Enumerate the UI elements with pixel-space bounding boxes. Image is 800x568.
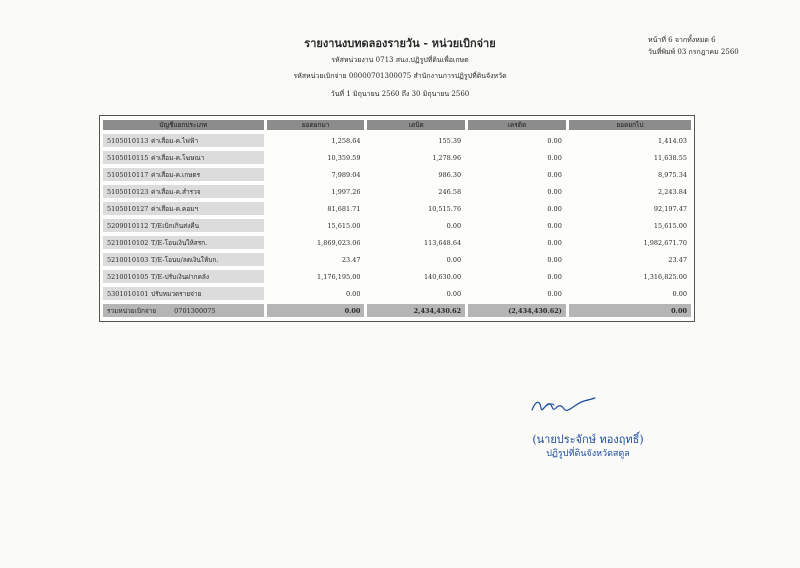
credit-cell: 0.00 [547,204,562,213]
debit-cell: 0.00 [446,255,462,264]
account-code: 5105010127 [107,204,149,213]
table-row [103,236,691,249]
account-cell [103,168,264,181]
brought-forward-cell: 7,989.04 [331,170,361,179]
account-code: 5105010113 [107,136,149,145]
account-cell [103,219,264,232]
handwritten-signature [508,392,648,420]
brought-forward-cell: 0.00 [345,289,361,298]
carried-forward-cell: 1,414.03 [658,136,687,145]
carried-forward-cell: 0.00 [672,289,687,298]
carried-forward-cell: 1,316,825.00 [643,272,687,281]
trial-balance-table [99,115,695,322]
brought-forward-cell: 10,359.59 [327,153,361,162]
table-row [103,202,691,215]
brought-forward-cell: 1,176,195.00 [317,272,361,281]
account-name: ปรับหมวดรายจ่าย [151,289,202,298]
print-date: วันที่พิมพ์ 03 กรกฎาคม 2560 [648,48,739,56]
carried-forward-cell: 2,243.84 [658,187,687,196]
total-label: รวมหน่วยเบิกจ่าย [107,306,157,315]
debit-cell: 0.00 [446,289,462,298]
report-title: รายงานงบทดลองรายวัน - หน่วยเบิกจ่าย [304,37,496,50]
total-unit-code: 0701300075 [174,306,216,315]
account-cell [103,270,264,283]
account-name: T/E-ปรับเงินฝากคลัง [151,272,210,281]
account-code: 5105010123 [107,187,149,196]
table-row [103,151,691,164]
column-header-carried-forward: ยอดยกไป [569,120,691,130]
page-number: หน้าที่ 6 จากทั้งหมด 6 [648,36,716,44]
total-credit: (2,434,430.62) [468,304,566,317]
account-code: 5210010102 [107,238,149,247]
brought-forward-cell: 23.47 [341,255,361,264]
account-name: ค่าเสื่อม-ค.คอมฯ [151,204,199,213]
table-row [103,185,691,198]
page-info [648,34,758,58]
table-row [103,253,691,266]
disbursement-unit-line: รหัสหน่วยเบิกจ่าย 00000701300075 สำนักงานการปฏิรูปที่ดินจังหวัด [293,72,507,80]
debit-cell: 0.00 [446,221,462,230]
table-row [103,219,691,232]
table-row [103,270,691,283]
credit-cell: 0.00 [547,238,562,247]
account-cell [103,253,264,266]
account-name: T/E-โอนบ/ลดเงินให้บก. [151,255,219,264]
brought-forward-cell: 1,869,023.06 [317,238,361,247]
debit-cell: 140,630.00 [423,272,462,281]
account-code: 5301010101 [107,289,149,298]
brought-forward-cell: 1,258.64 [331,136,361,145]
period-line: วันที่ 1 มิถุนายน 2560 ถึง 30 มิถุนายน 2560 [330,90,470,98]
table-header-row [103,120,691,130]
credit-cell: 0.00 [547,187,562,196]
account-name: T/Eเบิกเกินส่งคืน [151,221,200,230]
column-header-debit: เดบิต [367,120,465,130]
account-name: ค่าเสื่อม-ค.ไฟฟ้า [151,136,199,145]
carried-forward-cell: 92,197.47 [653,204,687,213]
carried-forward-cell: 23.47 [668,255,687,264]
debit-cell: 986.30 [438,170,462,179]
credit-cell: 0.00 [547,255,562,264]
total-row [103,304,691,317]
account-code: 5105010115 [107,153,149,162]
account-cell [103,287,264,300]
column-header-brought-forward: ยอดยกมา [267,120,365,130]
carried-forward-cell: 8,975.34 [658,170,687,179]
brought-forward-cell: 15,615.00 [327,221,361,230]
brought-forward-cell: 1,997.26 [331,187,361,196]
table-row [103,134,691,147]
brought-forward-cell: 81,681.71 [327,204,361,213]
total-label-cell [103,304,264,317]
account-cell [103,134,264,147]
account-code: 5209010112 [107,221,149,230]
carried-forward-cell: 1,982,671.70 [643,238,687,247]
account-cell [103,185,264,198]
table-row [103,287,691,300]
debit-cell: 10,515.76 [428,204,462,213]
account-code: 5210010103 [107,255,149,264]
column-header-credit: เครดิต [468,120,566,130]
signature-mark-icon [528,392,598,420]
debit-cell: 155.39 [438,136,462,145]
credit-cell: 0.00 [547,221,562,230]
debit-cell: 113,648.64 [423,238,462,247]
account-name: ค่าเสื่อม-ค.โฆษณา [151,153,205,162]
credit-cell: 0.00 [547,153,562,162]
signer-name: (นายประจักษ์ ทองฤทธิ์) [532,433,644,446]
account-cell [103,202,264,215]
debit-cell: 1,278.96 [432,153,462,162]
credit-cell: 0.00 [547,136,562,145]
table-row [103,168,691,181]
total-carried-forward: 0.00 [569,304,691,317]
total-debit: 2,434,430.62 [367,304,465,317]
credit-cell: 0.00 [547,289,562,298]
account-name: ค่าเสื่อม-ค.เกษตร [151,170,201,179]
account-name: ค่าเสื่อม-ค.สำรวจ [151,187,201,196]
carried-forward-cell: 15,615.00 [653,221,687,230]
account-cell [103,151,264,164]
carried-forward-cell: 11,638.55 [653,153,687,162]
agency-line: รหัสหน่วยงาน 0713 สนง.ปฏิรูปที่ดินเพื่อเกษต [331,56,469,64]
account-name: T/E-โอนเงินให้สรก. [151,238,208,247]
account-cell [103,236,264,249]
account-code: 5210010105 [107,272,149,281]
debit-cell: 246.58 [438,187,462,196]
account-code: 5105010117 [107,170,149,179]
credit-cell: 0.00 [547,170,562,179]
signer-title: ปฏิรูปที่ดินจังหวัดสตูล [546,449,630,459]
total-brought-forward: 0.00 [267,304,365,317]
column-header-account: บัญชีแยกประเภท [103,120,264,130]
credit-cell: 0.00 [547,272,562,281]
